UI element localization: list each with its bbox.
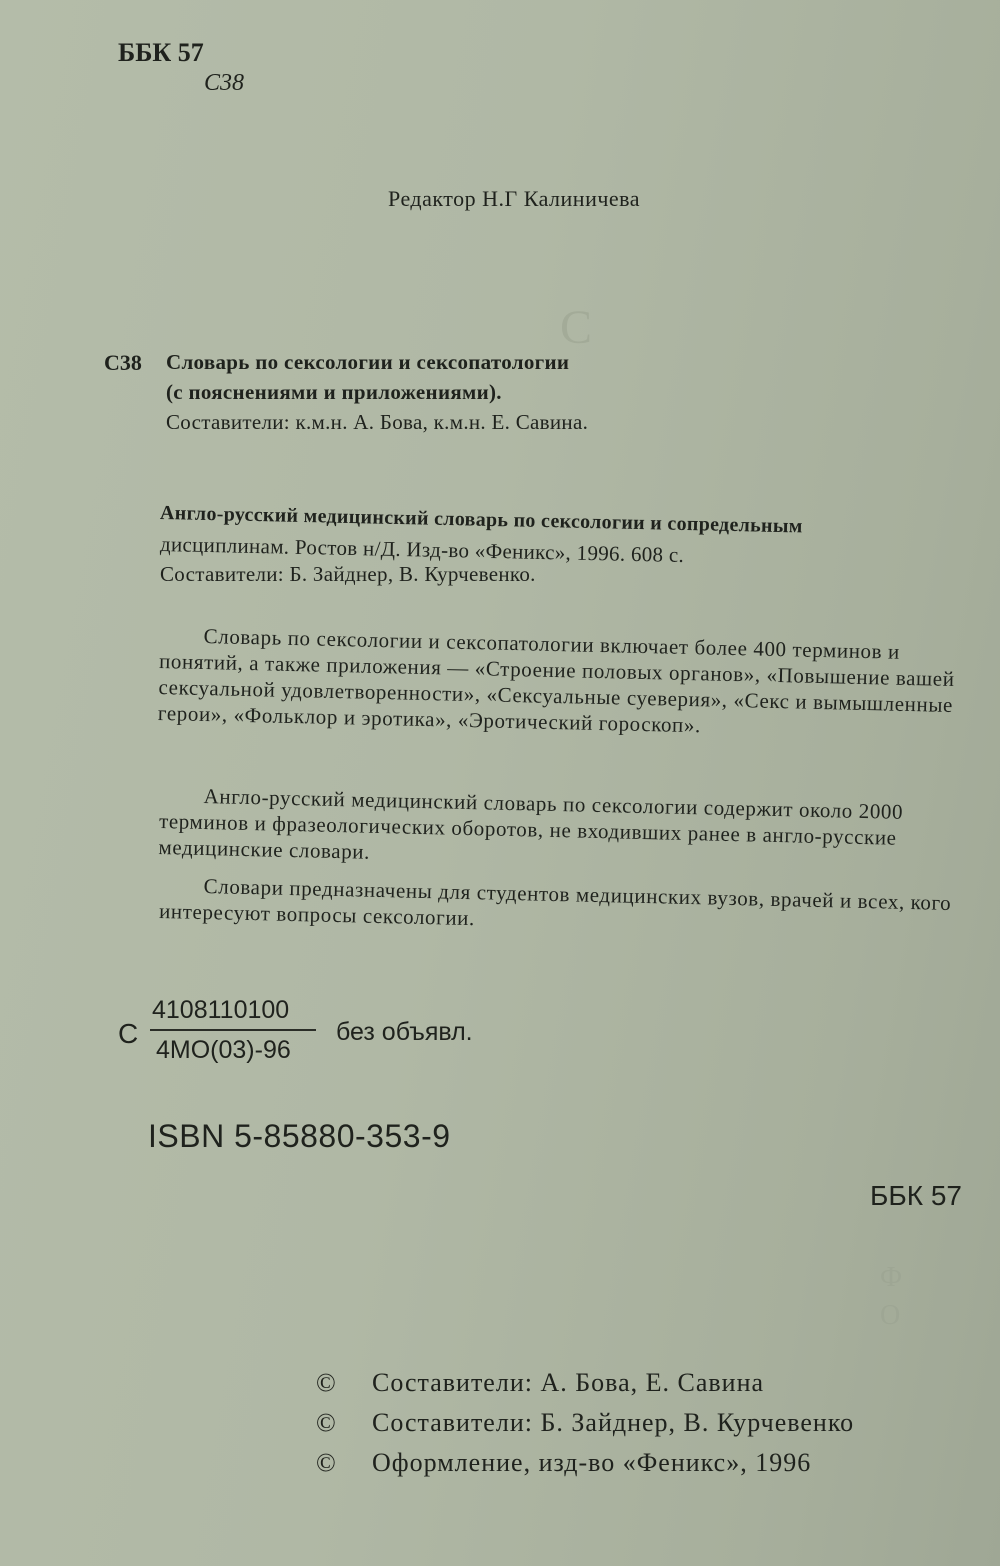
annotation-paragraph: Англо-русский медицинский словарь по сексологии содержит около 2000 терминов и фразеологических оборотов, не входивших ранее в англо-русские медицинские словари. [158,783,904,864]
copyright-icon: © [316,1368,337,1397]
bbk-bottom: ББК 57 [870,1180,962,1211]
copyright-icon: © [316,1408,337,1437]
editor-line: Редактор Н.Г Калиничева [388,186,641,211]
bbk-label: ББК 57 [118,38,204,67]
pricing-numerator: 4108110100 [152,996,290,1024]
entry-subtitle: (с пояснениями и приложениями). [166,380,502,404]
copyright-line [316,1368,764,1398]
bbk-code: С38 [204,70,245,96]
copyright-text: Составители: Б. Зайднер, В. Курчевенко [372,1408,855,1437]
copyright-line [316,1408,854,1438]
catalog-code: С38 [104,350,142,375]
pricing-letter: С [118,1018,139,1049]
show-through-mark: С [560,301,593,354]
copyright-text: Оформление, изд-во «Феникс», 1996 [372,1448,812,1477]
entry2-authors: Составители: Б. Зайднер, В. Курчевенко. [160,562,536,586]
annotation-paragraph: Словарь по сексологии и сексопатологии включает более 400 терминов и понятий, а также приложения — «Строение половых органов», «Повышение вашей сексуальной удовлетворенности», «Сексуальные суеверия», «Секс и вымышленные герои», «Фольклор и эротика», «Эротический гороскоп». [157,623,955,738]
annotation-paragraph: Словари предназначены для студентов медицинских вузов, врачей и всех, кого интересуют вопросы сексологии. [158,873,952,931]
entry-title: Словарь по сексологии и сексопатологии [166,350,570,374]
entry-authors: Составители: к.м.н. А. Бова, к.м.н. Е. Савина. [166,410,589,434]
copyright-line [316,1448,811,1478]
show-through-mark: О [880,1300,901,1331]
show-through-mark: Ф [880,1262,903,1293]
fraction-bar [150,1029,316,1031]
pricing-note: без объявл. [336,1018,473,1046]
entry2-title: Англо-русский медицинский словарь по сексологии и сопредельным [159,502,803,538]
isbn: ISBN 5-85880-353-9 [148,1118,451,1154]
copyright-icon: © [316,1448,337,1477]
copyright-text: Составители: А. Бова, Е. Савина [372,1368,765,1397]
entry2-publisher: дисциплинам. Ростов н/Д. Изд-во «Феникс», 1996. 608 с. [159,532,685,567]
pricing-denominator: 4МО(03)-96 [156,1036,291,1064]
